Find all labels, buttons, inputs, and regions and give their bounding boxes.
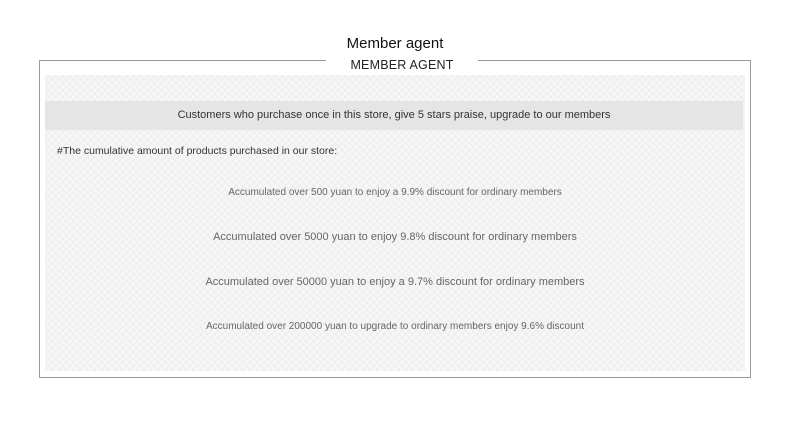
discount-rule-50000: Accumulated over 50000 yuan to enjoy a 9.7% discount for ordinary members: [205, 276, 585, 288]
discount-rule-5000: Accumulated over 5000 yuan to enjoy 9.8% discount for ordinary members: [213, 231, 577, 243]
section-subtitle-box: [326, 52, 478, 74]
section-subtitle: MEMBER AGENT: [350, 58, 454, 72]
member-agent-panel: [39, 60, 751, 378]
member-upgrade-banner: Customers who purchase once in this store, give 5 stars praise, upgrade to our members: [45, 101, 743, 130]
discount-rule-500: Accumulated over 500 yuan to enjoy a 9.9% discount for ordinary members: [228, 187, 562, 198]
cumulative-intro-text: #The cumulative amount of products purchased in our store:: [57, 145, 338, 157]
page-title: Member agent: [346, 35, 444, 52]
discount-rule-200000: Accumulated over 200000 yuan to upgrade to ordinary members enjoy 9.6% discount: [205, 321, 584, 332]
